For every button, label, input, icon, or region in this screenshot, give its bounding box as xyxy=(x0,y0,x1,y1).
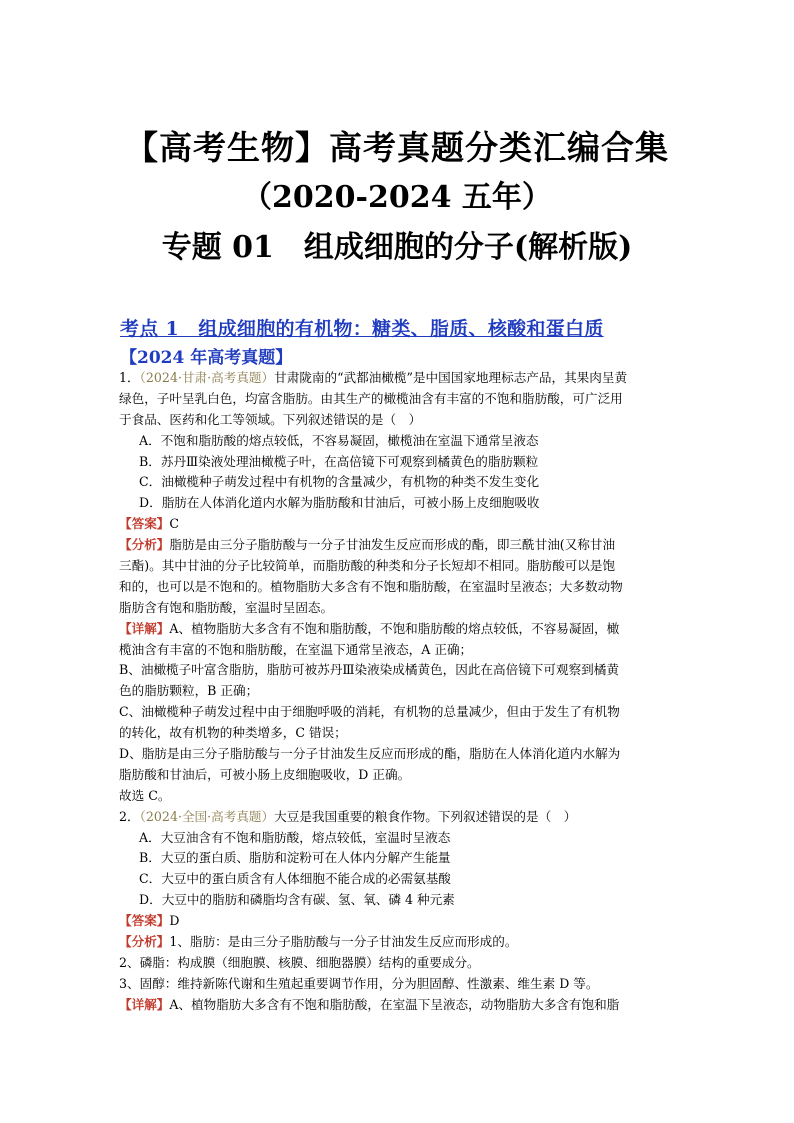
q1-option-b: B．苏丹Ⅲ染液处理油橄榄子叶，在高倍镜下可观察到橘黄色的脂肪颗粒 xyxy=(139,453,539,469)
q1-conclusion: 故选 C。 xyxy=(119,787,171,803)
q1-stem-line: 于食品、医药和化工等领域。下列叙述错误的是（ ） xyxy=(119,411,422,427)
answer-tag: 【答案】 xyxy=(119,913,170,929)
q1-analysis-line: 【分析】脂肪是由三分子脂肪酸与一分子甘油发生反应而形成的酯，即三酰甘油(又称甘油 xyxy=(119,537,616,553)
analysis-tag: 【分析】 xyxy=(119,934,170,950)
q2-option-a: A．大豆油含有不饱和脂肪酸，熔点较低，室温时呈液态 xyxy=(139,829,451,845)
q2-number: 2． xyxy=(119,808,140,824)
q1-answer xyxy=(119,514,679,535)
q1-source: （2024·甘肃·高考真题） xyxy=(139,370,275,385)
detail-tag: 【详解】 xyxy=(119,996,170,1012)
answer-tag: 【答案】 xyxy=(119,516,170,532)
q1-analysis-line: 和的，也可以是不饱和的。植物脂肪大多含有不饱和脂肪酸，在室温时呈液态；大多数动物 xyxy=(119,578,623,594)
q2-option-c: C．大豆中的蛋白质含有人体细胞不能合成的必需氨基酸 xyxy=(139,871,451,887)
main-title: 【高考生物】高考真题分类汇编合集 xyxy=(125,128,669,167)
q1-option-d: D．脂肪在人体消化道内水解为脂肪酸和甘油后，可被小肠上皮细胞吸收 xyxy=(139,495,540,511)
q2-analysis-line: 2、磷脂：构成膜（细胞膜、核膜、细胞器膜）结构的重要成分。 xyxy=(119,954,480,970)
q2-answer xyxy=(119,911,679,932)
detail-tag: 【详解】 xyxy=(119,620,170,636)
year-range-title: （2020-2024 五年） xyxy=(242,180,552,215)
answer-value: C xyxy=(169,516,180,532)
q1-detail-line: 榄油含有丰富的不饱和脂肪酸，在室温下通常呈液态，A 正确； xyxy=(119,641,473,657)
q1-option-c: C．油橄榄种子萌发过程中有机物的含量减少，有机物的种类不发生变化 xyxy=(139,474,540,490)
q1-detail-line: C、油橄榄种子萌发过程中由于细胞呼吸的消耗，有机物的总量减少，但由于发生了有机物 xyxy=(119,704,620,720)
q1-stem-line: 1．（2024·甘肃·高考真题）甘肃陇南的“武都油橄榄”是中国国家地理标志产品，其果肉呈黄 xyxy=(119,370,628,385)
q1-detail-line: 色的脂肪颗粒，B 正确； xyxy=(119,683,259,699)
q2-analysis-line: 【分析】1、脂肪：是由三分子脂肪酸与一分子甘油发生反应而形成的。 xyxy=(119,934,518,950)
q1-analysis-line: 三酯)。其中甘油的分子比较简单，而脂肪酸的种类和分子长短却不相同。脂肪酸可以是饱 xyxy=(119,558,616,574)
q1-number: 1． xyxy=(119,370,140,385)
section-heading: 考点 1 组成细胞的有机物：糖类、脂质、核酸和蛋白质 xyxy=(120,318,604,340)
q2-detail-line: 【详解】A、植物脂肪大多含有不饱和脂肪酸，在室温下呈液态，动物脂肪大多含有饱和脂 xyxy=(119,996,620,1012)
q1-option-a: A．不饱和脂肪酸的熔点较低，不容易凝固，橄榄油在室温下通常呈液态 xyxy=(139,432,539,448)
q1-detail-line: D、脂肪是由三分子脂肪酸与一分子甘油发生反应而形成的酯，脂肪在人体消化道内水解为 xyxy=(119,746,621,762)
q2-option-d: D．大豆中的脂肪和磷脂均含有碳、氢、氧、磷 4 种元素 xyxy=(139,892,455,908)
q2-source: （2024·全国·高考真题） xyxy=(139,808,275,824)
document-body xyxy=(119,368,679,1016)
subsection-heading: 【2024 年高考真题】 xyxy=(120,348,293,368)
answer-value: D xyxy=(169,913,180,929)
topic-title: 专题 01 组成细胞的分子(解析版) xyxy=(161,230,633,265)
q1-detail-line: 脂肪酸和甘油后，可被小肠上皮细胞吸收，D 正确。 xyxy=(119,766,411,782)
q2-stem-line: 2．（2024·全国·高考真题）大豆是我国重要的粮食作物。下列叙述错误的是（ ） xyxy=(119,808,577,824)
q1-stem-line: 绿色，子叶呈乳白色，均富含脂肪。由其生产的橄榄油含有丰富的不饱和脂肪酸，可广泛用 xyxy=(119,390,623,406)
q1-detail-line: 【详解】A、植物脂肪大多含有不饱和脂肪酸，不饱和脂肪酸的熔点较低，不容易凝固，橄 xyxy=(119,620,620,636)
q2-analysis-line: 3、固醇：维持新陈代谢和生殖起重要调节作用，分为胆固醇、性激素、维生素 D 等。 xyxy=(119,975,599,991)
analysis-tag: 【分析】 xyxy=(119,537,170,553)
q1-detail-line: B、油橄榄子叶富含脂肪，脂肪可被苏丹Ⅲ染液染成橘黄色，因此在高倍镜下可观察到橘黄 xyxy=(119,662,619,678)
q1-detail-line: 的转化，故有机物的种类增多，C 错误； xyxy=(119,725,347,741)
q1-analysis-line: 脂肪含有饱和脂肪酸，室温时呈固态。 xyxy=(119,599,334,615)
q2-option-b: B．大豆的蛋白质、脂肪和淀粉可在人体内分解产生能量 xyxy=(139,850,451,866)
